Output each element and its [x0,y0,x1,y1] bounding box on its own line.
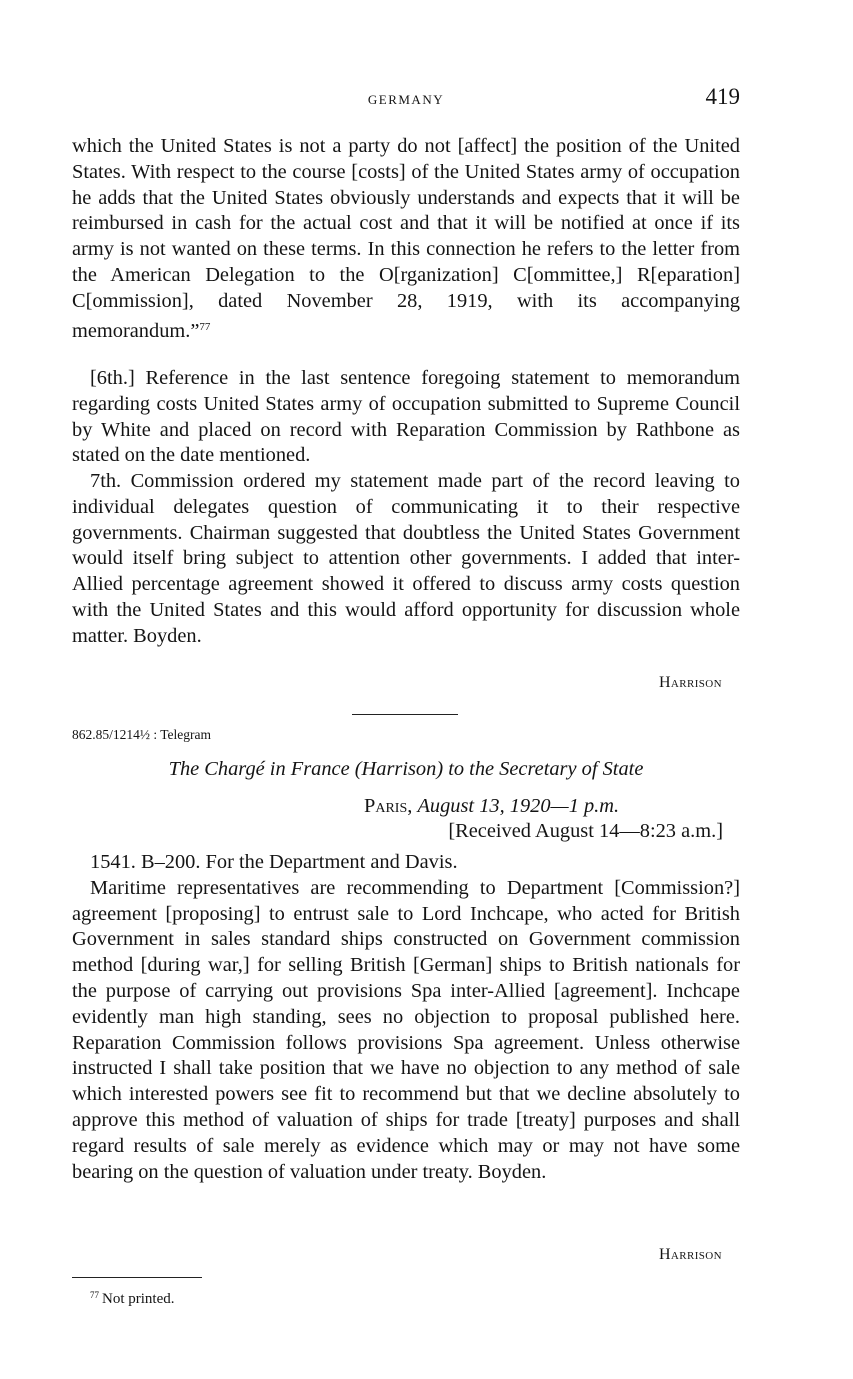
footnote [90,1290,175,1308]
signature-harrison-2: Harrison [658,1246,722,1263]
continued-paragraph-text: which the United States is not a party do not [affect] the position of the United States. With respect to the course [costs] of the United States army of occupation he adds that the United States obviously understands and expects that it will be reimbursed in cash for the actual cost and that it will be notified at once if its army is not wanted on these terms. In this connection he refers to the letter from the American Delegation to the O[rganization] C[ommittee,] R[eparation] C[ommission], dated November 28, 1919, with its accompanying memorandum.” [72,135,740,342]
file-number: 862.85/1214½ : Telegram [72,727,212,742]
telegram-body: Maritime representatives are recommending to Department [Commission?] agreement [proposing] to entrust sale to Lord Inchcape, who acted for British Government in sales standard ships constructed on Government commission method [during war,] for selling British [German] ships to British nationals for the purpose of carrying out provisions Spa inter-Allied [agreement]. Inchcape evidently man high standing, sees no objection to proposal published here. Reparation Commission follows provisions Spa agreement. Unless otherwise instructed I shall take position that we have no objection to any method of sale which interested powers see fit to recommend but that we decline absolutely to approve this method of valuation of ships for trade [treaty] purposes and shall regard results of sale merely as evidence which may or may not have some bearing on the question of valuation under treaty. Boyden. [72,876,740,1183]
received-line: [Received August 14—8:23 a.m.] [448,820,723,842]
telegram-block [72,850,740,1185]
document-title: The Chargé in France (Harrison) to the Secretary of State [168,758,644,780]
page-number: 419 [705,84,740,109]
dateline-place: Paris, [364,795,413,817]
section-divider [352,714,458,715]
continued-paragraph-block [72,134,740,344]
paragraph-7th: 7th. Commission ordered my statement made part of the record leaving to individual delegates question of communicating it to their respective governments. Chairman suggested that doubtless the United States Government would itself bring subject to attention other governments. I added that inter-Allied percentage agreement showed it offered to discuss army costs question with the United States and this would afford opportunity for discussion whole matter. Boyden. [72,470,740,647]
continued-paragraph [72,134,740,344]
footnote-reference: 77 [199,320,211,333]
paragraph-7th-block [72,469,740,650]
dateline [364,794,619,820]
footnote-number: 77 [90,1290,99,1300]
telegram-first-line: 1541. B–200. For the Department and Davis. [90,851,458,873]
dateline-date: August 13, 1920—1 p.m. [417,795,620,817]
page-header [72,84,740,120]
paragraph-6th-block [72,366,740,469]
footnote-rule [72,1277,202,1278]
running-title: GERMANY [367,92,445,107]
signature-harrison-1: Harrison [658,674,722,691]
paragraph-6th: [6th.] Reference in the last sentence foregoing statement to memorandum regarding costs United States army of occupation submitted to Supreme Council by White and placed on record with Reparation Commission by Rathbone as stated on the date mentioned. [72,367,740,467]
footnote-text: Not printed. [102,1291,175,1307]
